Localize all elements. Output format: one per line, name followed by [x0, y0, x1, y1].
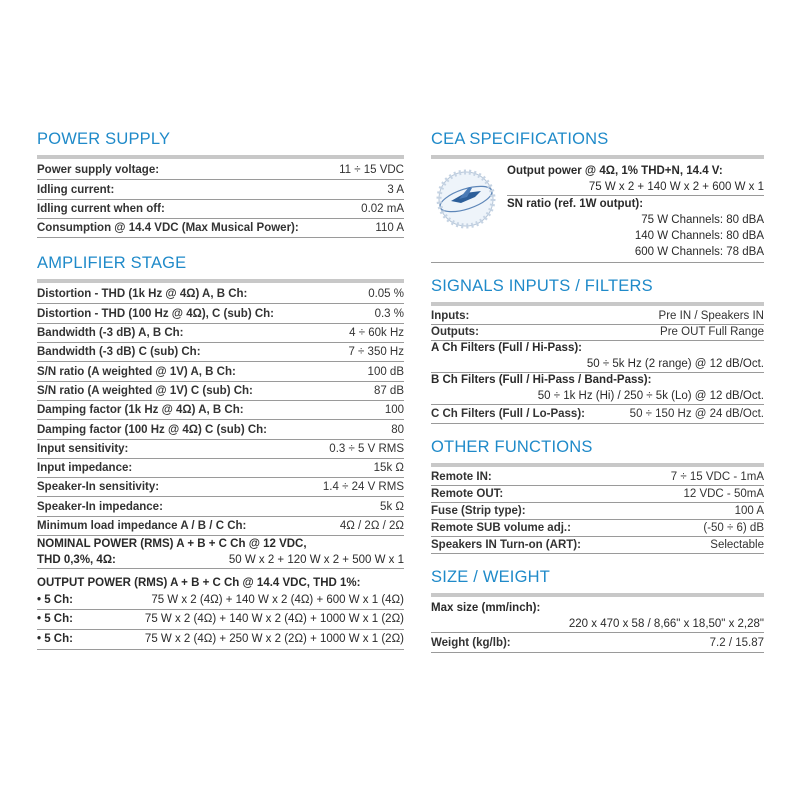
- spec-row: Idling current when off: 0.02 mA: [37, 200, 404, 219]
- spec-row: Weight (kg/lb): 7.2 / 15.87: [431, 633, 764, 652]
- b-ch-filters: B Ch Filters (Full / Hi-Pass / Band-Pass): 50 ÷ 1k Hz (Hi) / 250 ÷ 5k (Lo) @ 12 dB/Oct.: [431, 373, 764, 405]
- cea-logo-icon: [431, 163, 501, 233]
- spec-row: Damping factor (1k Hz @ 4Ω) A, B Ch: 100: [37, 401, 404, 420]
- spec-row: Speaker-In impedance: 5k Ω: [37, 497, 404, 516]
- cea-block: [431, 163, 764, 263]
- spec-row: Fuse (Strip type): 100 A: [431, 503, 764, 520]
- max-size-label: Max size (mm/inch):: [431, 602, 541, 615]
- spec-row: Inputs: Pre IN / Speakers IN: [431, 308, 764, 325]
- spec-row: Remote SUB volume adj.: (-50 ÷ 6) dB: [431, 520, 764, 537]
- output-power-block: [37, 569, 404, 592]
- left-column: [37, 128, 404, 650]
- output-power-row: • 5 Ch: 75 W x 2 (4Ω) + 250 W x 2 (2Ω) + 1000 W x 1 (2Ω): [37, 630, 404, 650]
- section-divider: [431, 302, 764, 306]
- spec-row: Distortion - THD (100 Hz @ 4Ω), C (sub) Ch: 0.3 %: [37, 304, 404, 323]
- output-power-row: • 5 Ch: 75 W x 2 (4Ω) + 140 W x 2 (4Ω) + 1000 W x 1 (2Ω): [37, 610, 404, 630]
- nominal-power-label-2: THD 0,3%, 4Ω:: [37, 553, 116, 566]
- max-size-value: 220 x 470 x 58 / 8,66" x 18,50" x 2,28": [568, 617, 764, 630]
- spec-row: S/N ratio (A weighted @ 1V) A, B Ch: 100 dB: [37, 362, 404, 381]
- spec-row: Damping factor (100 Hz @ 4Ω) C (sub) Ch: 80: [37, 420, 404, 439]
- spec-row: Power supply voltage: 11 ÷ 15 VDC: [37, 161, 404, 180]
- signals-title: SIGNALS INPUTS / FILTERS: [431, 277, 653, 295]
- section-divider: [431, 593, 764, 597]
- cea-title: CEA SPECIFICATIONS: [431, 130, 609, 148]
- nominal-power-block: [37, 536, 404, 569]
- spec-row: Idling current: 3 A: [37, 180, 404, 199]
- signals-table: [431, 308, 764, 424]
- a-ch-filters: A Ch Filters (Full / Hi-Pass): 50 ÷ 5k Hz (2 range) @ 12 dB/Oct.: [431, 341, 764, 373]
- amplifier-stage-title: AMPLIFIER STAGE: [37, 254, 187, 273]
- cea-output-value: 75 W x 2 + 140 W x 2 + 600 W x 1: [507, 179, 764, 196]
- spec-row: Speaker-In sensitivity: 1.4 ÷ 24 V RMS: [37, 478, 404, 497]
- cea-output-label: Output power @ 4Ω, 1% THD+N, 14.4 V:: [507, 165, 723, 177]
- spec-row: Speakers IN Turn-on (ART): Selectable: [431, 537, 764, 554]
- section-divider: [37, 155, 404, 159]
- spec-row: Remote IN: 7 ÷ 15 VDC - 1mA: [431, 469, 764, 486]
- cea-body: [507, 163, 764, 260]
- section-divider: [37, 279, 404, 283]
- cea-sn-value: 75 W Channels: 80 dBA: [641, 214, 764, 226]
- other-functions-title: OTHER FUNCTIONS: [431, 438, 593, 457]
- nominal-power-label: NOMINAL POWER (RMS) A + B + C Ch @ 12 VDC,: [37, 538, 307, 551]
- cea-sn-label: SN ratio (ref. 1W output):: [507, 198, 644, 210]
- spec-row: S/N ratio (A weighted @ 1V) C (sub) Ch: 87 dB: [37, 382, 404, 401]
- size-weight-title: SIZE / WEIGHT: [431, 568, 551, 587]
- spec-row: Input impedance: 15k Ω: [37, 459, 404, 478]
- spec-row: Consumption @ 14.4 VDC (Max Musical Power): 110 A: [37, 219, 404, 238]
- spec-row: Minimum load impedance A / B / C Ch: 4Ω / 2Ω / 2Ω: [37, 517, 404, 536]
- spec-row: Bandwidth (-3 dB) C (sub) Ch: 7 ÷ 350 Hz: [37, 343, 404, 362]
- spec-row: Remote OUT: 12 VDC - 50mA: [431, 486, 764, 503]
- spec-row: Outputs: Pre OUT Full Range: [431, 325, 764, 341]
- power-supply-title: POWER SUPPLY: [37, 130, 171, 148]
- spec-row: Input sensitivity: 0.3 ÷ 5 V RMS: [37, 440, 404, 459]
- cea-sn-value: 600 W Channels: 78 dBA: [634, 246, 764, 258]
- output-power-row: • 5 Ch: 75 W x 2 (4Ω) + 140 W x 2 (4Ω) + 600 W x 1 (4Ω): [37, 592, 404, 610]
- spec-row: Distortion - THD (1k Hz @ 4Ω) A, B Ch: 0.05 %: [37, 285, 404, 304]
- output-power-label: OUTPUT POWER (RMS) A + B + C Ch @ 14.4 VDC, THD 1%:: [37, 577, 361, 590]
- size-weight-table: [431, 599, 764, 652]
- right-column: [431, 128, 764, 653]
- max-size-block: [431, 599, 764, 633]
- other-functions-table: [431, 469, 764, 554]
- section-divider: [431, 463, 764, 467]
- spec-row: Bandwidth (-3 dB) A, B Ch: 4 ÷ 60k Hz: [37, 324, 404, 343]
- cea-sn-value: 140 W Channels: 80 dBA: [634, 230, 764, 242]
- section-divider: [431, 155, 764, 159]
- power-supply-table: [37, 161, 404, 238]
- c-ch-filters: C Ch Filters (Full / Lo-Pass): 50 ÷ 150 Hz @ 24 dB/Oct.: [431, 405, 764, 424]
- nominal-power-value: 50 W x 2 + 120 W x 2 + 500 W x 1: [228, 553, 404, 566]
- amplifier-stage-table: [37, 285, 404, 649]
